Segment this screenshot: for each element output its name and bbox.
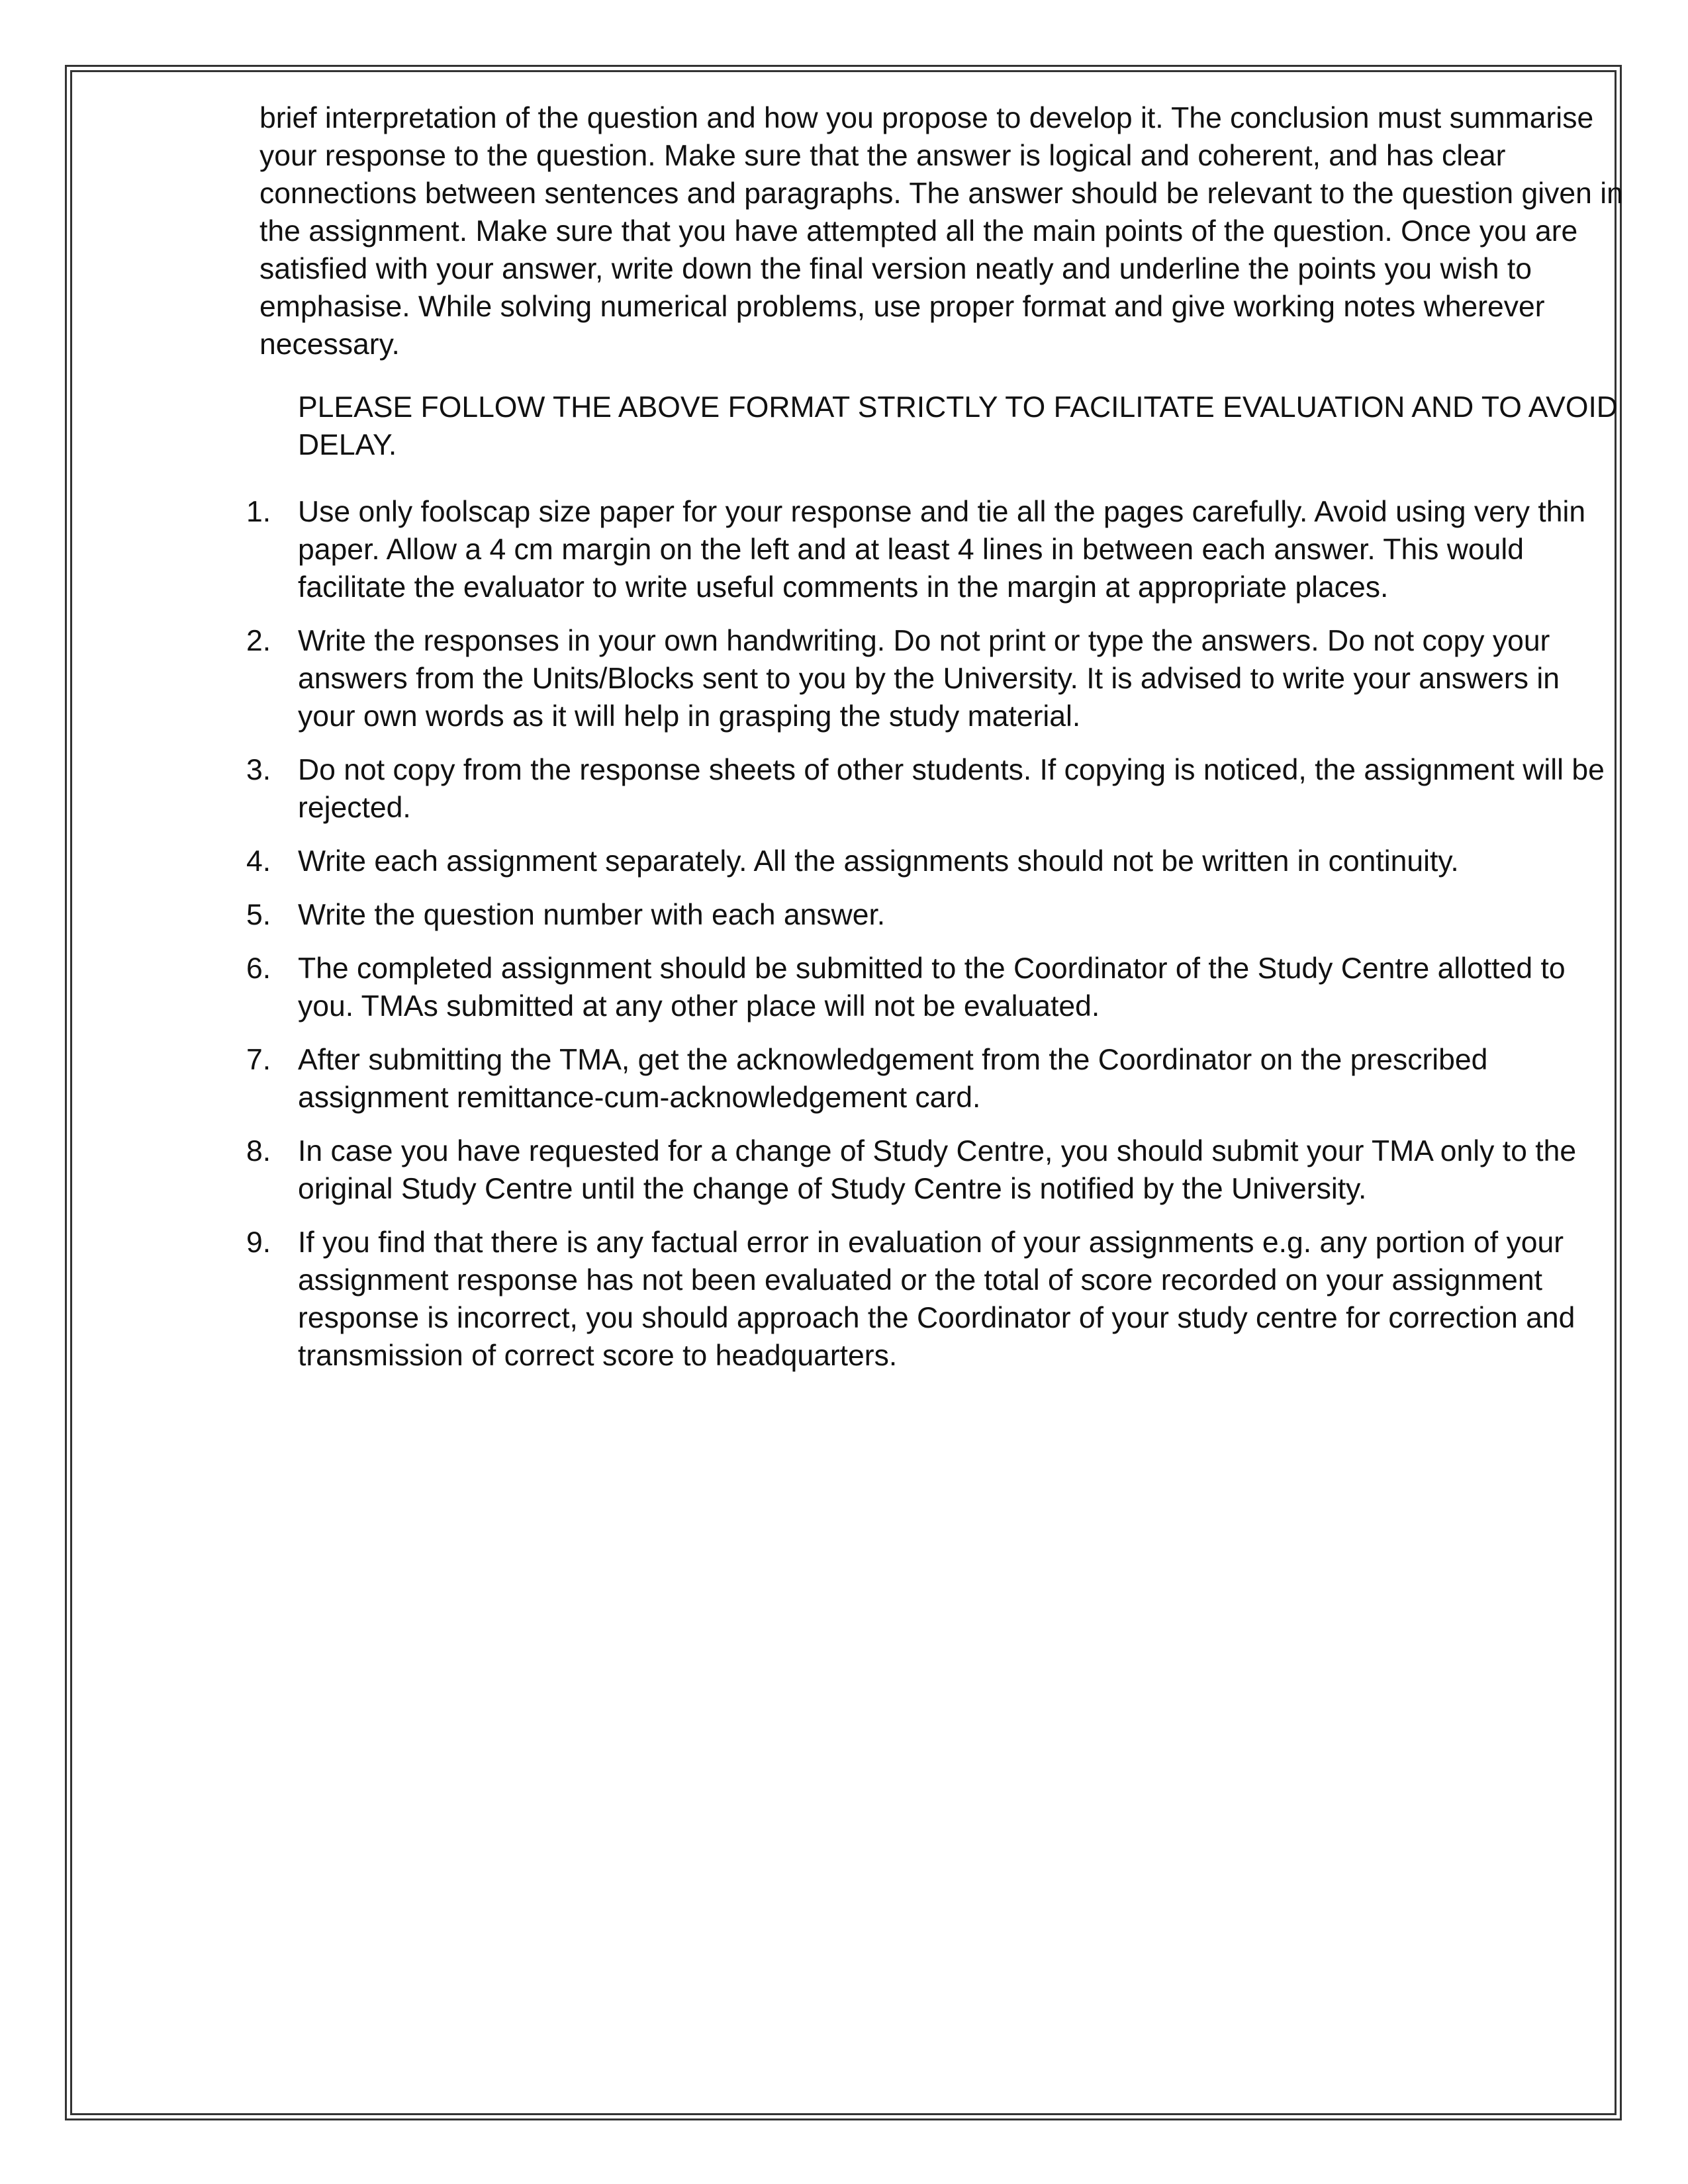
list-item-number: 5. — [246, 899, 271, 931]
list-item-text: Write each assignment separately. All the assignments should not be written in continuity. — [298, 845, 1459, 878]
instruction-list — [246, 493, 1623, 1375]
list-item — [246, 950, 1623, 1025]
list-item-text: In case you have requested for a change of Study Centre, you should submit your TMA only to the original Study Centre until the change of Study Centre is notified by the University. — [298, 1135, 1577, 1205]
list-item — [246, 622, 1623, 735]
list-item — [246, 896, 1623, 934]
intro-paragraph: brief interpretation of the question and how you propose to develop it. The conclusion must summarise your response to the question. Make sure that the answer is logical and coherent, and has clear connections between sentences and paragraphs. The answer should be relevant to the question given in the assignment. Make sure that you have attempted all the main points of the question. Once you are satisfied with your answer, write down the final version neatly and underline the points you wish to emphasise. While solving numerical problems, use proper format and give working notes wherever necessary. — [259, 102, 1623, 361]
list-item-text: Write the question number with each answer. — [298, 899, 886, 931]
list-item-number: 1. — [246, 496, 271, 528]
list-item — [246, 1041, 1623, 1116]
list-item-number: 4. — [246, 845, 271, 878]
format-notice: PLEASE FOLLOW THE ABOVE FORMAT STRICTLY TO FACILITATE EVALUATION AND TO AVOID DELAY. — [298, 391, 1618, 461]
list-item — [246, 842, 1623, 880]
list-item-number: 3. — [246, 754, 271, 786]
list-item-text: Write the responses in your own handwriting. Do not print or type the answers. Do not copy your answers from the Units/Blocks sent to you by the University. It is advised to write your answers in your own words as it will help in grasping the study material. — [298, 625, 1560, 733]
list-item-text: If you find that there is any factual error in evaluation of your assignments e.g. any portion of your assignment response has not been evaluated or the total of score recorded on your assignment response is incorrect, you should approach the Coordinator of your study centre for correction and transmission of correct score to headquarters. — [298, 1226, 1575, 1372]
document-body — [246, 99, 1623, 1390]
list-item-number: 7. — [246, 1044, 271, 1076]
list-item — [246, 1132, 1623, 1208]
list-item-text: Use only foolscap size paper for your response and tie all the pages carefully. Avoid using very thin paper. Allow a 4 cm margin on the left and at least 4 lines in between each answer. This would facilitate the evaluator to write useful comments in the margin at appropriate places. — [298, 496, 1586, 604]
list-item-number: 2. — [246, 625, 271, 657]
list-item — [246, 1224, 1623, 1375]
list-item-text: The completed assignment should be submitted to the Coordinator of the Study Centre allotted to you. TMAs submitted at any other place will not be evaluated. — [298, 952, 1566, 1023]
list-item-number: 9. — [246, 1226, 271, 1259]
list-item-text: Do not copy from the response sheets of other students. If copying is noticed, the assignment will be rejected. — [298, 754, 1605, 824]
list-item-text: After submitting the TMA, get the acknowledgement from the Coordinator on the prescribed assignment remittance-cum-acknowledgement card. — [298, 1044, 1488, 1114]
list-item — [246, 493, 1623, 606]
list-item — [246, 751, 1623, 827]
list-item-number: 6. — [246, 952, 271, 985]
list-item-number: 8. — [246, 1135, 271, 1167]
